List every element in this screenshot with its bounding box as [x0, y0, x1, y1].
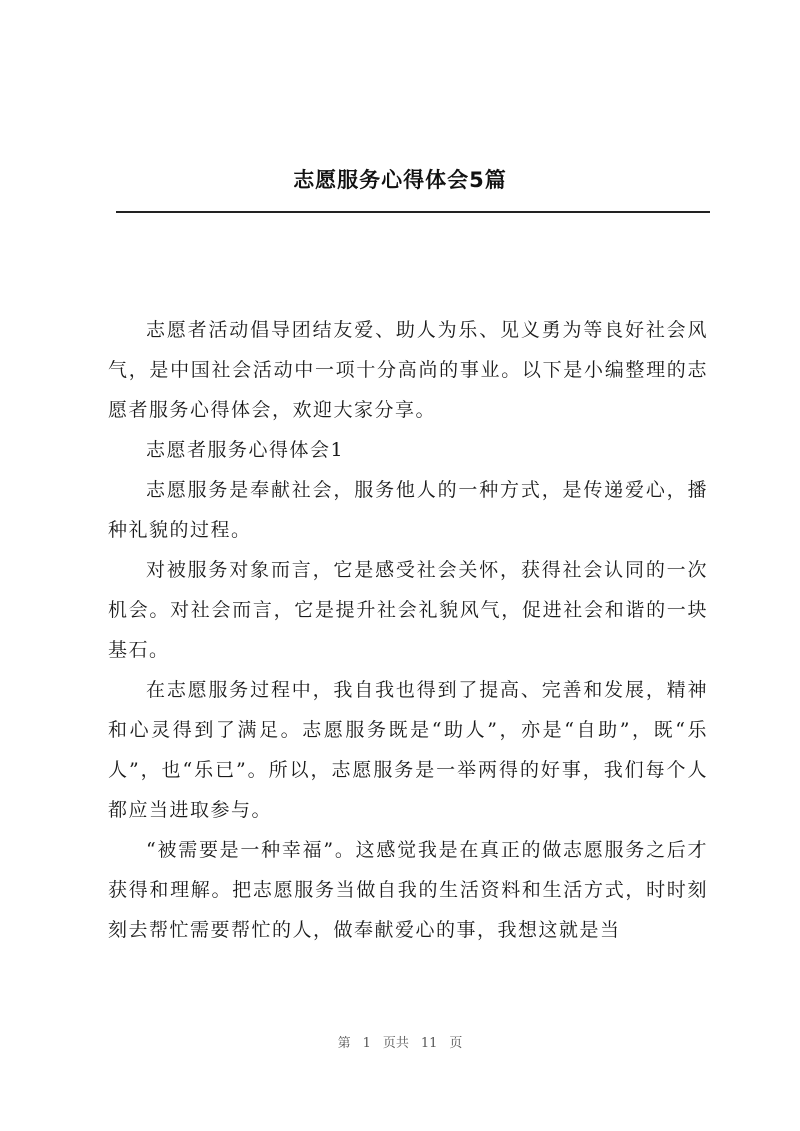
paragraph: 对被服务对象而言，它是感受社会关怀，获得社会认同的一次机会。对社会而言，它是提升社会礼貌风气，促进社会和谐的一块基石。 — [108, 559, 708, 661]
section-heading-1: 志愿者服务心得体会1 — [146, 439, 345, 461]
footer-total-pages: 11 — [420, 1036, 438, 1051]
title-underline — [116, 211, 710, 213]
footer-middle: 页共 — [382, 1036, 409, 1051]
paragraph: 在志愿服务过程中，我自我也得到了提高、完善和发展，精神和心灵得到了满足。志愿服务既是“助人”，亦是“自助”，既“乐人”，也“乐已”。所以，志愿服务是一举两得的好事，我们每个人都应当进取参与。 — [108, 679, 708, 821]
paragraph: 志愿服务是奉献社会，服务他人的一种方式，是传递爱心，播种礼貌的过程。 — [108, 479, 708, 541]
page-footer — [0, 1032, 800, 1051]
footer-suffix: 页 — [449, 1036, 463, 1051]
document-body — [108, 310, 708, 950]
paragraph: “被需要是一种幸福”。这感觉我是在真正的做志愿服务之后才获得和理解。把志愿服务当做自我的生活资料和生活方式，时时刻刻去帮忙需要帮忙的人，做奉献爱心的事，我想这就是当 — [108, 839, 708, 941]
footer-page-number: 1 — [362, 1036, 371, 1051]
footer-prefix: 第 — [337, 1036, 351, 1051]
paragraph-intro: 志愿者活动倡导团结友爱、助人为乐、见义勇为等良好社会风气，是中国社会活动中一项十分高尚的事业。以下是小编整理的志愿者服务心得体会，欢迎大家分享。 — [108, 319, 708, 421]
document-title: 志愿服务心得体会5篇 — [293, 168, 507, 192]
